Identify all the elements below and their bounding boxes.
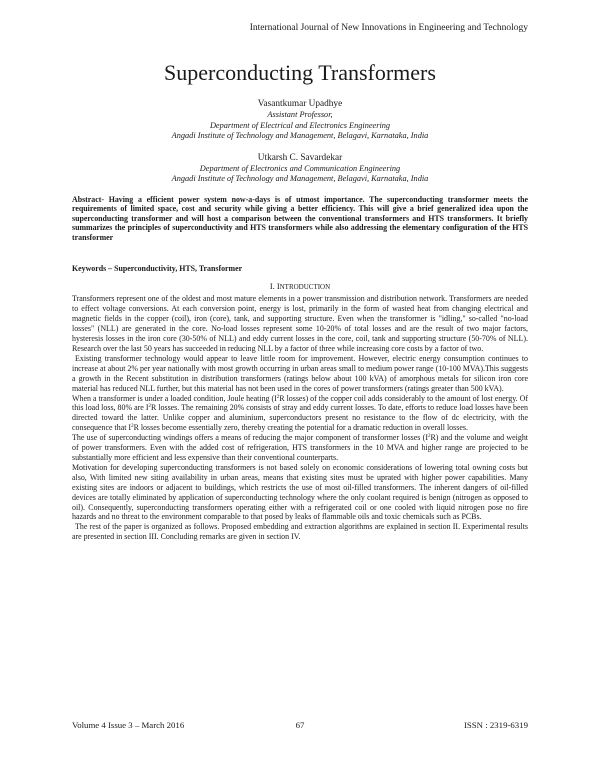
author-block-2 [72, 152, 528, 185]
paragraph: Transformers represent one of the oldest and most mature elements in a power transmission and distribution network. Transformers are needed to effect voltage conversions. At each conversion point, energy is lost, primarily in the form of wasted heat from changing electrical and magnetic fields in the copper (coil), iron (core), tank, and supporting structure. Even when the transformer is "idling," so-called "no-load losses" (NLL) are generated in the core. No-load losses represent some 10-20% of total losses and are the result of two major factors, hysteresis losses in the iron core (30-50% of NLL) and eddy current losses in the core, coil, tank and supporting structure (50-70% of NLL). Research over the last 50 years has succeeded in reducing NLL by a factor of three while increasing core costs by a factor of two. [72, 294, 528, 353]
text-run: R) and the volume and weight of power transformers. Even with the added cost of refrigeration, HTS transformers in the 10 MVA and higher range are projected to be substantially more efficient and less expensive than their conventional counterparts. [72, 433, 528, 462]
author-institute: Angadi Institute of Technology and Management, Belagavi, Karnataka, India [171, 131, 429, 140]
section-first-letter: I [276, 282, 280, 292]
superscript: 2 [427, 434, 431, 440]
page-footer [72, 720, 528, 731]
section-numeral: I. [269, 282, 275, 292]
author-name: Vasantkumar Upadhye [257, 99, 343, 109]
paragraph: The rest of the paper is organized as follows. Proposed embedding and extraction algorithms are explained in section II. Experimental results are presented in section III. Concluding remarks are given in section IV. [72, 522, 528, 542]
body-text [72, 294, 528, 542]
author-block-1 [72, 98, 528, 142]
paper-title: Superconducting Transformers [164, 60, 436, 85]
keywords: Keywords – Superconductivity, HTS, Transformer [72, 264, 243, 274]
author-department: Department of Electronics and Communication Engineering [199, 163, 401, 173]
section-heading [72, 282, 528, 292]
author-name: Utkarsh C. Savardekar [257, 152, 343, 163]
paragraph: Existing transformer technology would appear to leave little room for improvement. However, electric energy consumption continues to increase at about 2% per year nationally with most growth occurring in urban areas small to medium power range (10-100 MVA).This suggests a growth in the Recent substitution in distribution transformers (ratings below about 100 kVA) of amorphous metals for silicon iron core material has reduced NLL further, but this material has not been used in the cores of power transformers (ratings greater than 500 kVA). [72, 353, 528, 393]
footer-volume: Volume 4 Issue 3 – March 2016 [72, 720, 185, 730]
text-run: R losses become essentially zero, thereby creating the potential for a dramatic reduction in overall losses. [133, 423, 468, 433]
author-institute: Angadi Institute of Technology and Management, Belagavi, Karnataka, India [171, 174, 429, 183]
footer-page-number: 67 [295, 720, 305, 730]
text-run: When a transformer is under a loaded condition, Joule heating (I [72, 393, 277, 403]
author-role: Assistant Professor, [267, 110, 333, 119]
footer-issn: ISSN : 2319-6319 [463, 720, 528, 730]
superscript: 2 [148, 404, 151, 410]
superscript: 2 [276, 394, 280, 400]
paragraph: Motivation for developing superconducting transformers is not based solely on economic considerations of lowering total owning costs but also, With limited new siting availability in urban areas, means that existing sites must be uprated with higher power capabilities. Many existing sites are indoors or adjacent to buildings, which restricts the use of most oil-filled transformers. The inherent dangers of oil-filled devices are totally eliminated by application of superconducting technology where the only coolant required is benign (nitrogen as opposed to oil). Consequently, superconducting transformers operating either with a refrigerated coil or one cooled with liquid nitrogen pose no fire hazards and no threat to the environment comparable to that posed by leaks of flammable oils and toxic chemicals such as PCBs. [72, 462, 528, 522]
paragraph [72, 394, 528, 434]
abstract: Abstract- Having a efficient power system now-a-days is of utmost importance. The superconducting transformer meets the requirements of limited space, cost and security while giving a better efficiency. This will give a brief generalized idea upon the superconducting transformer and will host a comparison between the conventional transformers and HTS transformers. It briefly summarizes the principles of superconductivity and HTS transformers while also addressing the elementary configuration of the HTS transformer [72, 194, 528, 242]
text-run: R losses) of the copper coil adds considerably to the amount of lost energy. Of this load loss, 80% are I [72, 393, 528, 413]
journal-header: International Journal of New Innovations in Engineering and Technology [249, 23, 528, 33]
paragraph [72, 433, 528, 463]
text-run: R losses. The remaining 20% consists of stray and eddy current losses. To date, efforts to reduce load losses have been directed toward the latter. Unlike copper and aluminium, superconductors present no resistance to the flow of dc electricity, with the consequence that I [72, 403, 528, 433]
text-run: The use of superconducting windings offers a means of reducing the major component of transformer losses (I [72, 433, 428, 443]
superscript: 2 [131, 424, 134, 430]
author-department: Department of Electrical and Electronics Engineering [209, 120, 391, 130]
section-title-rest: NTRODUCTION [279, 283, 331, 292]
